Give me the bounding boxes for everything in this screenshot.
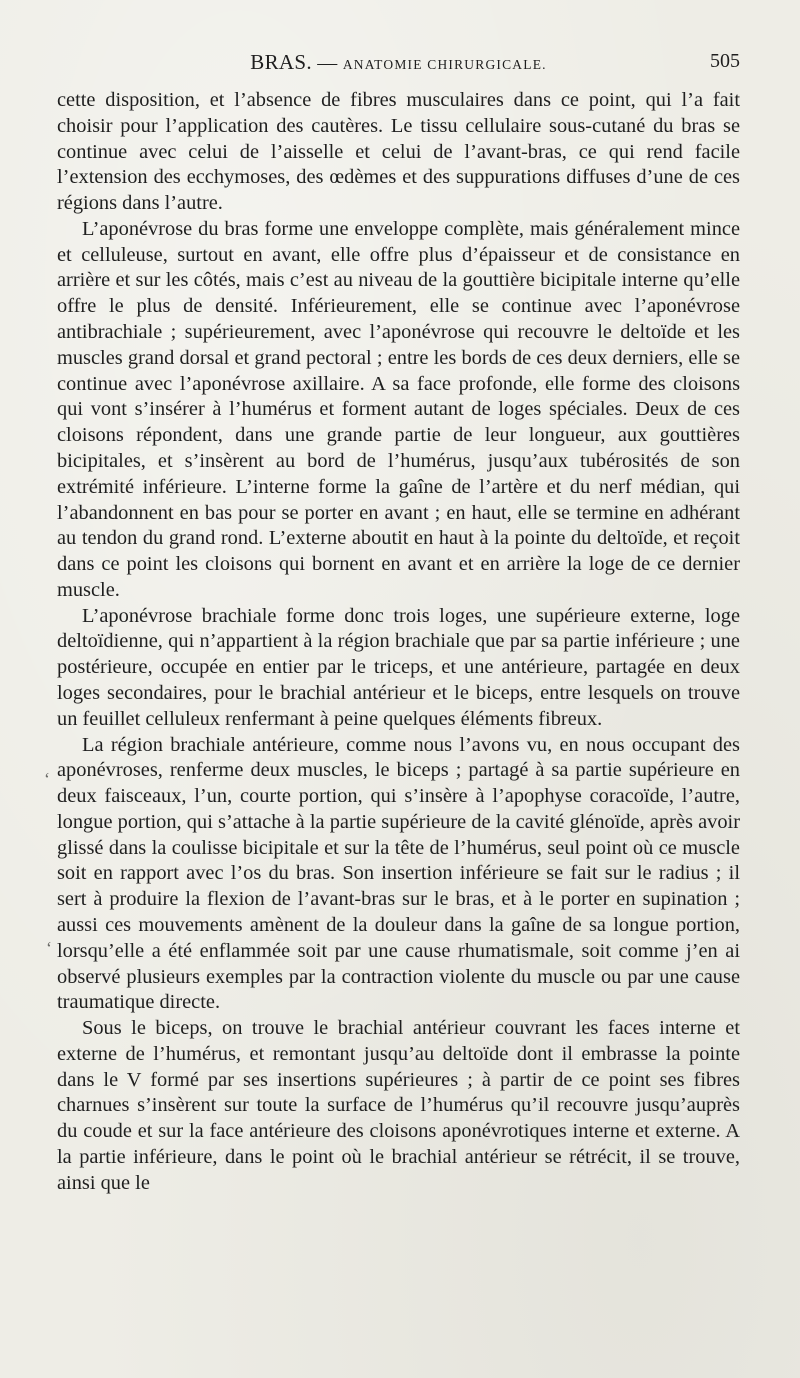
running-title [57, 50, 740, 75]
page-number: 505 [710, 50, 740, 72]
paragraph-4: La région brachiale antérieure, comme nous l’avons vu, en nous occupant des aponévroses, renferme deux muscles, le biceps ; partagé à sa partie supérieure en deux faisceaux, l’un, courte portion, qui s’insère à l’apophyse coracoïde, l’autre, longue portion, qui s’attache à la partie supérieure de la cavité glénoïde, après avoir glissé dans la coulisse bicipitale et sur la tête de l’humérus, seul point où ce muscle soit en rapport avec l’os du bras. Son insertion inférieure se fait sur le radius ; il sert à produire la flexion de l’avant-bras sur le bras, et à le porter en supination ; aussi ces mouvements amènent de la douleur dans la gaîne de sa longue portion, lorsqu’elle a été enflammée soit par une cause rhumatismale, soit comme j’en ai observé plusieurs exemples par la contraction violente du muscle ou par une cause traumatique directe. [57, 733, 740, 1014]
running-title-main: BRAS. [250, 50, 312, 74]
margin-speck: ‘ [46, 938, 52, 958]
body-text [57, 88, 740, 1197]
paragraph-1: cette disposition, et l’absence de fibres musculaires dans ce point, qui l’a fait choisir pour l’application des cautères. Le tissu cellulaire sous-cutané du bras se continue avec celui de l’aisselle et celui de l’avant-bras, ce qui rend facile l’extension des ecchymoses, des œdèmes et des suppurations diffuses d’une de ces régions dans l’autre. [57, 89, 740, 215]
paragraph-2: L’aponévrose du bras forme une enveloppe complète, mais généralement mince et celluleuse, surtout en avant, elle offre plus d’épaisseur et de consistance en arrière et sur les côtés, mais c’est au niveau de la gouttière bicipitale interne qu’elle offre le plus de densité. Inférieurement, elle se continue avec l’aponévrose antibrachiale ; supérieurement, avec l’aponévrose qui recouvre le deltoïde et les muscles grand dorsal et grand pectoral ; entre les bords de ces deux derniers, elle se continue avec l’aponévrose axillaire. A sa face profonde, elle forme des cloisons qui vont s’insérer à l’humérus et forment autant de loges spéciales. Deux de ces cloisons répondent, dans une grande partie de leur longueur, aux gouttières bicipitales, et s’insèrent au bord de l’humérus, jusqu’aux tubérosités de son extrémité inférieure. L’interne forme la gaîne de l’artère et du nerf médian, qui l’abandonnent en bas pour se porter en avant ; en haut, elle se termine en adhérant au tendon du grand rond. L’externe aboutit en haut à la pointe du deltoïde, et reçoit dans ce point les cloisons qui bornent en avant et en arrière la loge de ce dernier muscle. [57, 217, 740, 601]
margin-speck: ‘ [44, 769, 50, 789]
paragraph-5: Sous le biceps, on trouve le brachial antérieur couvrant les faces interne et externe de l’humérus, et remontant jusqu’au deltoïde dont il embrasse la pointe dans le V formé par ses insertions supérieures ; à partir de ce point ses fibres charnues s’insèrent sur toute la surface de l’humérus qu’il recouvre jusqu’auprès du coude et sur la face antérieure des cloisons aponévrotiques interne et externe. A la partie inférieure, dans le point où le brachial antérieur se rétrécit, il se trouve, ainsi que le [57, 1017, 740, 1194]
running-title-section: ANATOMIE CHIRURGICALE. [342, 57, 547, 72]
running-title-dash: — [317, 52, 338, 74]
running-head [57, 46, 740, 78]
paragraph-3: L’aponévrose brachiale forme donc trois loges, une supérieure externe, loge deltoïdienne, qui n’appartient à la région brachiale que par sa partie inférieure ; une postérieure, occupée en entier par le triceps, et une antérieure, partagée en deux loges secondaires, pour le brachial antérieur et le biceps, entre lesquels on trouve un feuillet celluleux renfermant à peine quelques éléments fibreux. [57, 604, 740, 730]
